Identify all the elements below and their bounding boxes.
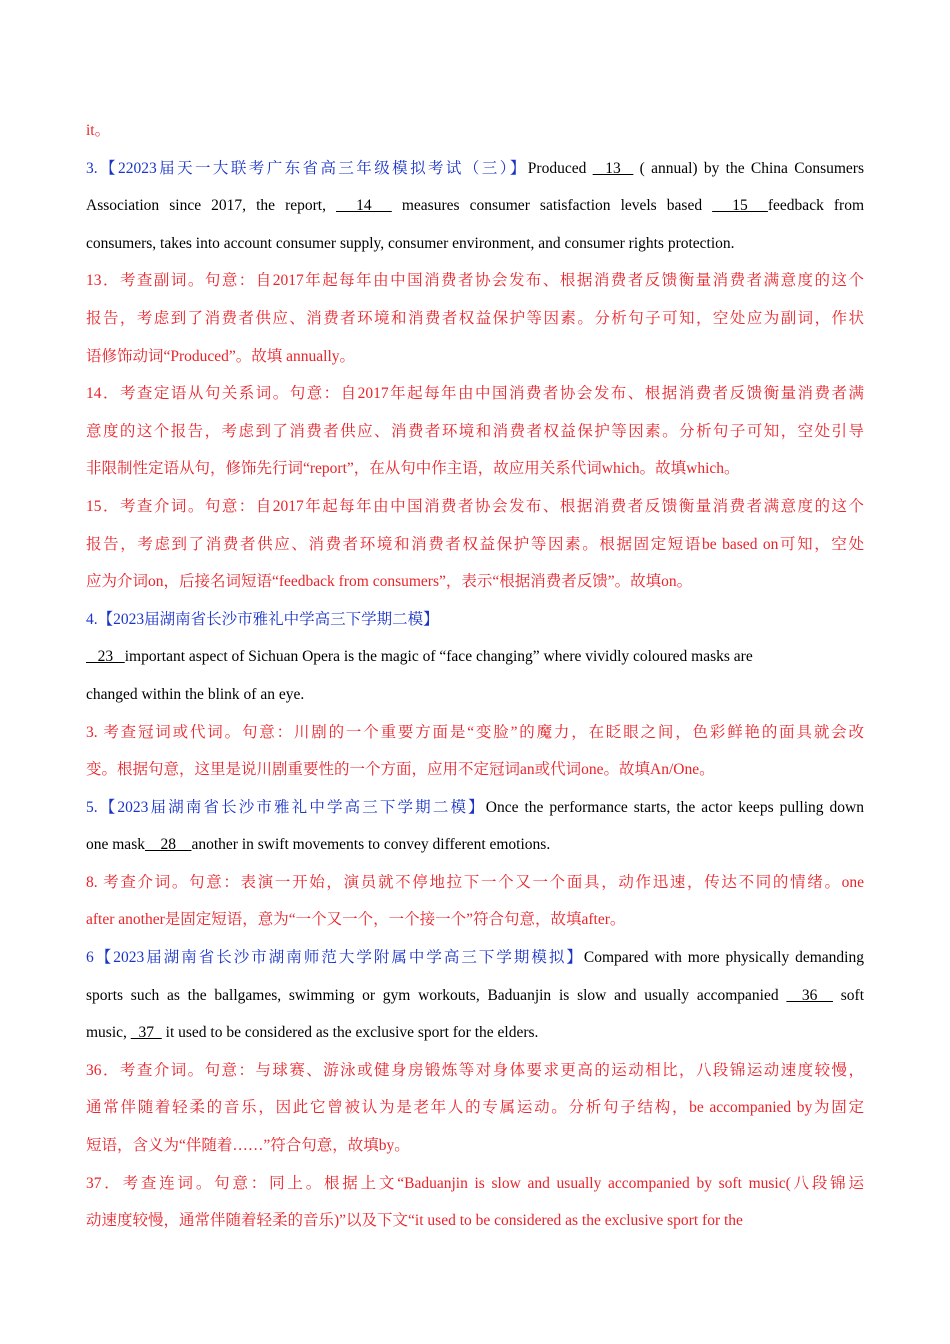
- text-line: [86, 1127, 864, 1165]
- document-body: [86, 112, 864, 1240]
- text-line: [86, 977, 864, 1015]
- question-text: sports such as the ballgames, swimming or gym workouts, Baduanjin is slow and usually accompanied: [86, 986, 787, 1004]
- text-line: [86, 413, 864, 451]
- question-text: important aspect of Sichuan Opera is the magic of “face changing” where vividly coloured masks are: [124, 648, 753, 666]
- question-text: changed within the blink of an eye.: [86, 685, 305, 703]
- explanation-text: 短语，含义为“伴随着……”符合句意，故填by。: [86, 1137, 410, 1155]
- question-text: Association since 2017, the report,: [86, 197, 337, 215]
- text-line: [86, 1089, 864, 1127]
- explanation-text: it。: [86, 122, 111, 139]
- text-line: [86, 638, 864, 676]
- explanation-text: 语修饰动词“Produced”。故填 annually。: [86, 347, 356, 365]
- text-line: [86, 1165, 864, 1203]
- explanation-text: 报告，考虑到了消费者供应、消费者环境和消费者权益保护等因素。根据固定短语be based on可知，空处: [86, 535, 864, 553]
- text-line: [86, 262, 864, 300]
- text-line: [86, 225, 864, 263]
- question-source: 3.【22023届天一大联考广东省高三年级模拟考试（三）】: [86, 159, 528, 177]
- answer-blank: 15: [712, 197, 768, 215]
- question-source: 6【2023届湖南省长沙市湖南师范大学附属中学高三下学期模拟】: [86, 949, 584, 967]
- text-line: [86, 1202, 864, 1240]
- explanation-text: 37．考查连词。句意：同上。根据上文“Baduanjin is slow and usually accompanied by soft music(八段锦运: [86, 1174, 864, 1192]
- explanation-text: 动速度较慢，通常伴随着轻柔的音乐)”以及下文“it used to be considered as the exclusive sport for the: [86, 1212, 743, 1230]
- question-text: Compared with more physically demanding: [583, 949, 864, 967]
- text-line: [86, 676, 864, 714]
- text-line: [86, 864, 864, 902]
- question-source: 4.【2023届湖南省长沙市雅礼中学高三下学期二模】: [86, 610, 439, 628]
- question-text: soft: [832, 986, 864, 1004]
- explanation-text: 非限制性定语从句，修饰先行词“report”，在从句中作主语，故应用关系代词which。故填which。: [86, 460, 740, 478]
- text-line: [86, 150, 864, 188]
- question-text: music,: [86, 1024, 131, 1042]
- text-line: [86, 789, 864, 827]
- explanation-text: after another是固定短语，意为“一个又一个，一个接一个”符合句意，故填after。: [86, 911, 626, 929]
- text-line: [86, 751, 864, 789]
- text-line: [86, 1052, 864, 1090]
- question-text: feedback from: [767, 197, 864, 215]
- explanation-text: 36．考查介词。句意：与球赛、游泳或健身房锻炼等对身体要求更高的运动相比，八段锦运动速度较慢，: [86, 1061, 864, 1079]
- text-line: [86, 375, 864, 413]
- question-text: another in swift movements to convey different emotions.: [191, 836, 551, 854]
- question-text: Once the performance starts, the actor keeps pulling down: [485, 798, 864, 816]
- question-text: ( annual) by the China Consumers: [633, 159, 864, 177]
- explanation-text: 14．考查定语从句关系词。句意：自2017年起每年由中国消费者协会发布、根据消费者反馈衡量消费者满: [86, 385, 864, 403]
- explanation-text: 意度的这个报告，考虑到了消费者供应、消费者环境和消费者权益保护等因素。分析句子可知，空处引导: [86, 422, 864, 440]
- text-line: [86, 300, 864, 338]
- question-text: consumers, takes into account consumer supply, consumer environment, and consumer rights protection.: [86, 234, 735, 252]
- text-line: [86, 563, 864, 601]
- text-line: [86, 826, 864, 864]
- question-text: one mask: [86, 836, 145, 854]
- text-line: [86, 1014, 864, 1052]
- explanation-text: 8. 考查介词。句意：表演一开始，演员就不停地拉下一个又一个面具，动作迅速，传达不同的情绪。one: [86, 873, 864, 891]
- question-text: it used to be considered as the exclusive sport for the elders.: [161, 1024, 539, 1042]
- text-line: [86, 939, 864, 977]
- explanation-text: 通常伴随着轻柔的音乐，因此它曾被认为是老年人的专属运动。分析句子结构，be accompanied by为固定: [86, 1099, 864, 1117]
- text-line: [86, 601, 864, 639]
- explanation-text: 应为介词on，后接名词短语“feedback from consumers”，表示“根据消费者反馈”。故填on。: [86, 573, 693, 591]
- answer-blank: 37: [130, 1024, 162, 1042]
- answer-blank: 28: [144, 836, 192, 854]
- text-line: [86, 112, 864, 150]
- text-line: [86, 714, 864, 752]
- text-line: [86, 901, 864, 939]
- text-line: [86, 450, 864, 488]
- text-line: [86, 187, 864, 225]
- answer-blank: 23: [86, 648, 125, 666]
- question-text: measures consumer satisfaction levels based: [391, 197, 713, 215]
- explanation-text: 15．考查介词。句意：自2017年起每年由中国消费者协会发布、根据消费者反馈衡量消费者满意度的这个: [86, 497, 864, 515]
- text-line: [86, 526, 864, 564]
- text-line: [86, 338, 864, 376]
- explanation-text: 报告，考虑到了消费者供应、消费者环境和消费者权益保护等因素。分析句子可知，空处应为副词，作状: [86, 309, 864, 327]
- answer-blank: 13: [592, 159, 634, 177]
- answer-blank: 14: [336, 197, 392, 215]
- question-source: 5.【2023届湖南省长沙市雅礼中学高三下学期二模】: [86, 798, 486, 816]
- text-line: [86, 488, 864, 526]
- explanation-text: 变。根据句意，这里是说川剧重要性的一个方面，应用不定冠词an或代词one。故填An/One。: [86, 761, 715, 779]
- explanation-text: 3. 考查冠词或代词。句意：川剧的一个重要方面是“变脸”的魔力，在眨眼之间，色彩鲜艳的面具就会改: [86, 723, 864, 741]
- answer-blank: 36: [786, 986, 833, 1004]
- question-text: Produced: [527, 159, 593, 177]
- explanation-text: 13．考查副词。句意：自2017年起每年由中国消费者协会发布、根据消费者反馈衡量消费者满意度的这个: [86, 272, 864, 290]
